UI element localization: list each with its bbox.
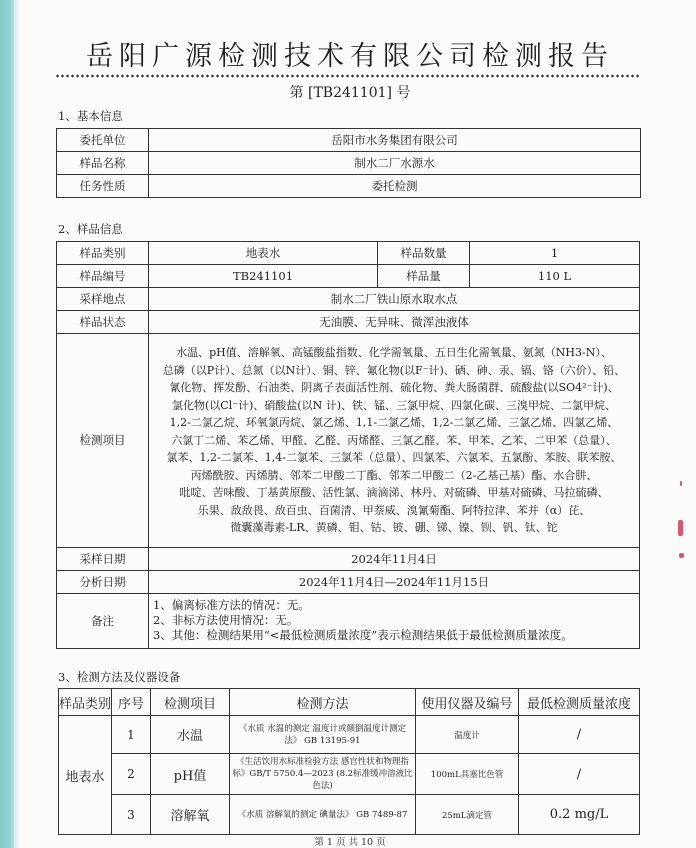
methods-table <box>58 688 640 835</box>
value-client: 岳阳市水务集团有限公司 <box>149 129 641 152</box>
note-line: 3、其他：检测结果用“<最低检测质量浓度”表示检测结果低于最低检测质量浓度。 <box>153 628 573 642</box>
report-number: 第 [TB241101] 号 <box>289 85 411 101</box>
col-header-min-conc: 最低检测质量浓度 <box>519 689 640 716</box>
label-client: 委托单位 <box>57 129 149 152</box>
test-items-line: 丙烯酰胺、丙烯腈、邻苯二甲酸二丁酯、邻苯二甲酸二（2-乙基己基）酯、水合肼、 <box>190 468 598 482</box>
table-row <box>59 716 640 754</box>
cell-item: pH值 <box>151 754 230 795</box>
sample-info-table <box>56 241 640 649</box>
stamp-fragment <box>679 553 684 558</box>
label-sample-state: 样品状态 <box>57 311 149 334</box>
cell-seq: 2 <box>112 754 151 795</box>
col-header-item: 检测项目 <box>151 689 230 716</box>
stamp-fragment <box>678 520 683 536</box>
table-row <box>57 593 640 648</box>
value-sampling-site: 制水二厂铁山原水取水点 <box>149 288 640 311</box>
cell-min-conc: / <box>519 754 640 795</box>
value-sample-volume: 110 L <box>470 265 640 288</box>
section-heading-sample-info: 2、样品信息 <box>58 222 123 236</box>
section-heading-methods: 3、检测方法及仪器设备 <box>58 670 181 684</box>
binding-edge-strip <box>0 0 14 848</box>
test-items-line: 总磷（以P计）、总氮（以N计）、铜、锌、氟化物(以F⁻计)、硒、砷、汞、镉、铬（六价）、铅、 <box>162 363 626 377</box>
cell-method: 《水质 水温的测定 温度计或颠倒温度计测定法》 GB 13195-91 <box>230 716 416 754</box>
basic-info-table <box>56 128 641 198</box>
label-sample-volume: 样品量 <box>378 265 470 288</box>
value-analysis-date: 2024年11月4日—2024年11月15日 <box>149 570 640 593</box>
cell-item: 溶解氧 <box>151 795 230 835</box>
test-items-line: 乐果、敌敌畏、敌百虫、百菌清、甲萘威、溴氰菊酯、阿特拉津、苯并（α）芘、 <box>197 503 591 517</box>
table-row <box>57 334 640 548</box>
table-row <box>57 175 641 198</box>
label-sampling-site: 采样地点 <box>57 288 149 311</box>
test-items-line: 1,2-二氯乙烷、环氧氯丙烷、氯乙烯、1,1-二氯乙烯、1,2-二氯乙烯、三氯乙烯、四氯乙烯、 <box>169 416 619 429</box>
test-items-line: 微囊藻毒素-LR、黄磷、钼、钴、铍、硼、锑、镍、钡、钒、钛、铊 <box>230 521 558 534</box>
value-sample-state: 无油膜、无异味、微浑浊液体 <box>149 311 640 334</box>
dotted-separator <box>55 74 640 78</box>
stamp-fragment <box>680 481 682 486</box>
label-sampling-date: 采样日期 <box>57 547 149 570</box>
col-header-category: 样品类别 <box>59 689 112 716</box>
table-row <box>59 754 640 795</box>
test-items-line: 水温、pH值、溶解氧、高锰酸盐指数、化学需氧量、五日生化需氧量、氨氮（NH3-N）、 <box>176 346 612 359</box>
table-row <box>57 265 640 288</box>
table-header-row <box>59 689 640 716</box>
table-row <box>57 547 640 570</box>
value-sampling-date: 2024年11月4日 <box>149 547 640 570</box>
cell-method: 《水质 溶解氧的测定 碘量法》 GB 7489-87 <box>230 795 416 835</box>
binding-edge-shadow <box>14 0 20 848</box>
page-indicator: 第 1 页 共 10 页 <box>314 837 386 848</box>
report-title: 岳阳广源检测技术有限公司检测报告 <box>86 41 614 72</box>
cell-instrument: 温度计 <box>416 716 519 754</box>
note-line: 2、非标方法使用情况：无。 <box>153 613 299 627</box>
table-row <box>57 129 641 152</box>
cell-min-conc: / <box>519 716 640 754</box>
test-items-line: 氯苯、1,2-二氯苯、1,4-二氯苯、三氯苯（总量）、四氯苯、六氯苯、五氯酚、苯胺、联苯胺、 <box>166 451 622 464</box>
table-row <box>57 242 640 265</box>
label-notes: 备注 <box>57 593 149 648</box>
table-row <box>57 311 640 334</box>
cell-instrument: 100mL具塞比色管 <box>416 754 519 795</box>
test-items-line: 吡啶、苦味酸、丁基黄原酸、活性氯、滴滴涕、林丹、对硫磷、甲基对硫磷、马拉硫磷、 <box>179 486 609 499</box>
section-heading-basic-info: 1、基本信息 <box>58 109 123 123</box>
col-header-method: 检测方法 <box>230 689 416 716</box>
label-sample-id: 样品编号 <box>57 265 149 288</box>
label-sample-category: 样品类别 <box>57 242 149 265</box>
note-line: 1、偏离标准方法的情况：无。 <box>153 598 310 612</box>
cell-seq: 3 <box>112 795 151 835</box>
value-sample-count: 1 <box>470 242 640 265</box>
value-test-items <box>149 334 640 548</box>
label-task-nature: 任务性质 <box>57 175 149 198</box>
col-header-seq: 序号 <box>112 689 151 716</box>
value-task-nature: 委托检测 <box>149 175 641 198</box>
table-row <box>59 795 640 835</box>
label-sample-name: 样品名称 <box>57 152 149 175</box>
col-header-instrument: 使用仪器及编号 <box>416 689 519 716</box>
cell-min-conc: 0.2 mg/L <box>519 795 640 835</box>
label-sample-count: 样品数量 <box>378 242 470 265</box>
label-analysis-date: 分析日期 <box>57 570 149 593</box>
cell-method: 《生活饮用水标准检验方法 感官性状和物理指标》GB/T 5750.4—2023 (8.2标准缓冲溶液比色法) <box>230 754 416 795</box>
value-notes <box>149 593 640 648</box>
value-sample-id: TB241101 <box>149 265 378 288</box>
value-sample-category: 地表水 <box>149 242 378 265</box>
label-test-items: 检测项目 <box>57 334 149 548</box>
cell-item: 水温 <box>151 716 230 754</box>
table-row <box>57 288 640 311</box>
table-row <box>57 570 640 593</box>
test-items-line: 氯化物(以Cl⁻计)、硝酸盐(以N 计)、铁、锰、三氯甲烷、四氯化碳、三溴甲烷、二氯甲烷、 <box>171 398 617 412</box>
test-items-line: 六氯丁二烯、苯乙烯、甲醛、乙醛、丙烯醛、三氯乙醛、苯、甲苯、乙苯、二甲苯（总量）、 <box>171 433 617 447</box>
cell-category: 地表水 <box>59 716 112 835</box>
test-items-line: 氰化物、挥发酚、石油类、阴离子表面活性剂、硫化物、粪大肠菌群、硫酸盐(以SO4²⁻计)、 <box>169 381 619 394</box>
table-row <box>57 152 641 175</box>
cell-seq: 1 <box>112 716 151 754</box>
cell-instrument: 25mL滴定管 <box>416 795 519 835</box>
value-sample-name: 制水二厂水源水 <box>149 152 641 175</box>
